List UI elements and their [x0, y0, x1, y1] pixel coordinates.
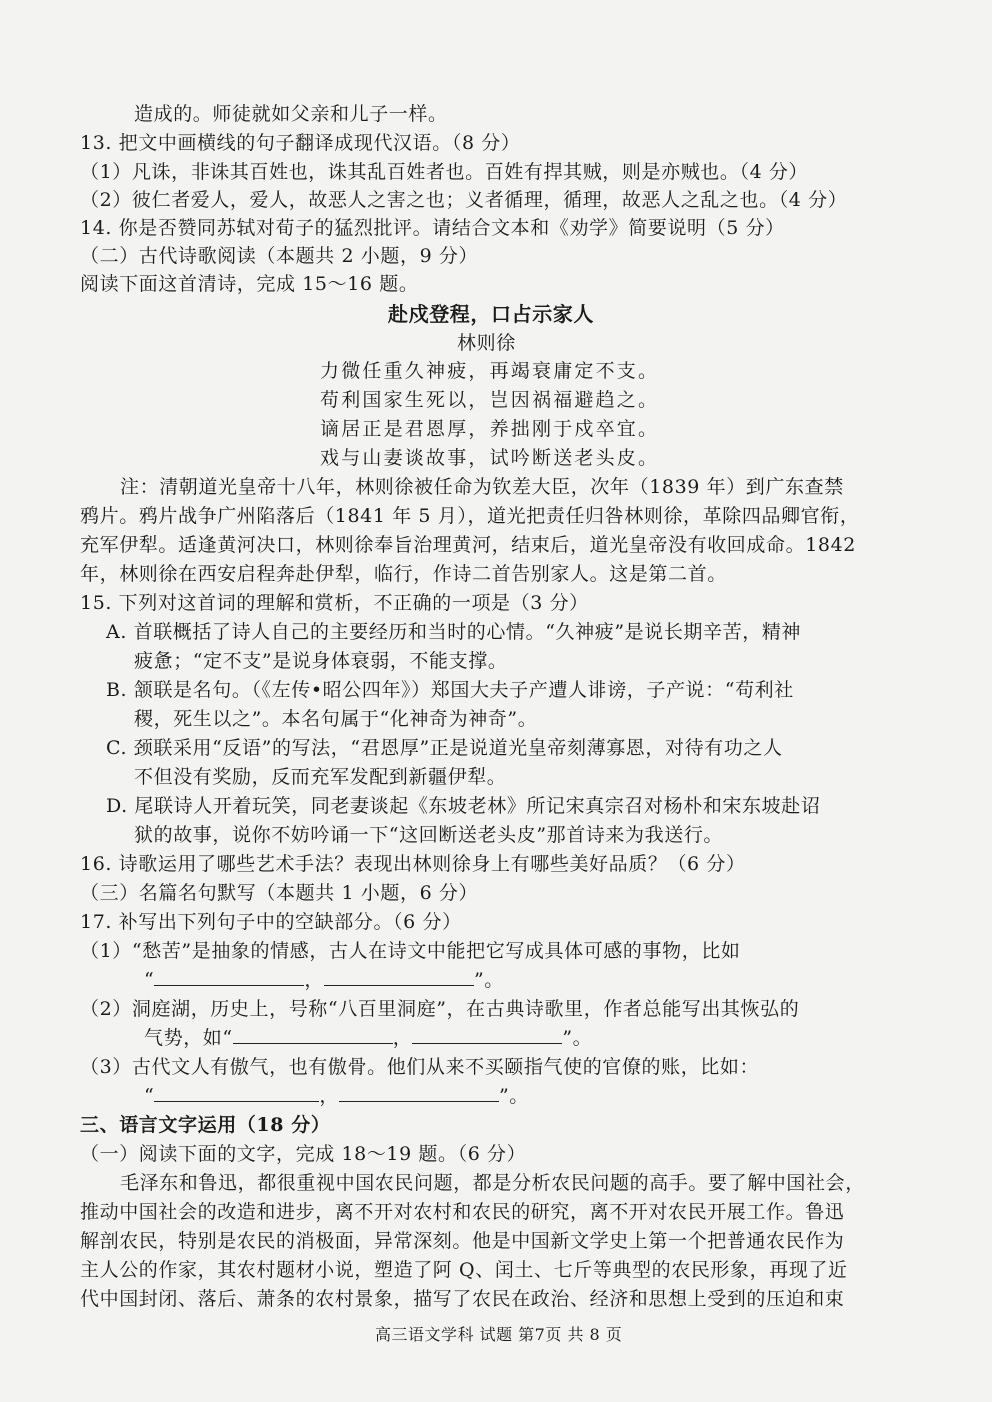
- question-17: 17. 补写出下列句子中的空缺部分。（6 分）: [80, 911, 462, 933]
- option-a: A. 首联概括了诗人自己的主要经历和当时的心情。“久神疲”是说长期辛苦，精神: [106, 621, 802, 643]
- question-14: 14. 你是否赞同苏轼对荀子的猛烈批评。请结合文本和《劝学》简要说明（5 分）: [80, 217, 785, 239]
- note-line: 注：清朝道光皇帝十八年，林则徐被任命为钦差大臣，次年（1839 年）到广东查禁: [120, 476, 844, 498]
- answer-blank[interactable]: [339, 1081, 499, 1102]
- passage-line: 代中国封闭、落后、萧条的农村景象，描写了农民在政治、经济和思想上受到的压迫和束: [80, 1288, 845, 1310]
- note-line: 鸦片。鸦片战争广州陷落后（1841 年 5 月），道光把责任归咎林则徐，革除四品卿官衔，: [80, 505, 860, 527]
- fill-item-1-blanks: [144, 965, 504, 995]
- quote-mark: ”。: [498, 1085, 529, 1107]
- option-c-cont: 不但没有奖励，反而充军发配到新疆伊犁。: [134, 766, 507, 788]
- option-b: B. 颔联是名句。（《左传•昭公四年》）郑国大夫子产遭人诽谤，子产说：“苟利社: [106, 679, 794, 701]
- fill-item-2: （2）洞庭湖，历史上，号称“八百里洞庭”，在古典诗歌里，作者总能写出其恢弘的: [80, 998, 800, 1020]
- option-d: D. 尾联诗人开着玩笑，同老妻谈起《东坡老林》所记宋真宗召对杨朴和宋东坡赴诏: [106, 795, 821, 817]
- option-d-cont: 狱的故事，说你不妨吟诵一下“这回断送老头皮”那首诗来为我送行。: [134, 824, 724, 846]
- poem-line: 戏与山妻谈故事，试吟断送老头皮。: [320, 447, 660, 469]
- quote-mark: “: [144, 969, 155, 991]
- poem-line: 力微任重久神疲，再竭衰庸定不支。: [320, 360, 660, 382]
- question-13: 13. 把文中画横线的句子翻译成现代汉语。（8 分）: [80, 132, 521, 154]
- prefix-text: 气势，如“: [144, 1027, 233, 1049]
- question-13-part-2: （2）彼仁者爱人，爱人，故恶人之害之也；义者循理，循理，故恶人之乱之也。（4 分）: [80, 189, 848, 211]
- poem-line: 苟利国家生死以，岂因祸福避趋之。: [320, 389, 660, 411]
- fill-item-3-blanks: [144, 1081, 529, 1111]
- question-13-part-1: （1）凡诛，非诛其百姓也，诛其乱百姓者也。百姓有捍其贼，则是亦贼也。（4 分）: [80, 161, 809, 183]
- answer-blank[interactable]: [154, 965, 304, 986]
- text-line: 造成的。师徒就如父亲和儿子一样。: [134, 103, 448, 125]
- section-heading: （三）名篇名句默写（本题共 1 小题，6 分）: [80, 882, 479, 904]
- passage-line: 解剖农民，特别是农民的消极面，异常深刻。他是中国新文学史上第一个把普通农民作为: [80, 1230, 845, 1252]
- poem-line: 谪居正是君恩厚，养拙刚于戍卒宜。: [320, 418, 660, 440]
- option-b-cont: 稷，死生以之”。本名句属于“化神奇为神奇”。: [134, 708, 538, 730]
- fill-item-1: （1）“愁苦”是抽象的情感，古人在诗文中能把它写成具体可感的事物，比如: [80, 940, 741, 962]
- answer-blank[interactable]: [154, 1081, 319, 1102]
- poem-author: 林则徐: [457, 332, 516, 354]
- fill-item-2-blanks: [144, 1023, 592, 1053]
- quote-mark: ”。: [562, 1027, 593, 1049]
- answer-blank[interactable]: [412, 1023, 562, 1044]
- question-15: 15. 下列对这首词的理解和赏析，不正确的一项是（3 分）: [80, 592, 589, 614]
- poem-title: 赴戍登程，口占示家人: [388, 302, 594, 326]
- comma: ，: [304, 969, 324, 991]
- page-footer: 高三语文学科 试题 第7页 共 8 页: [375, 1325, 623, 1344]
- option-a-cont: 疲惫；“定不支”是说身体衰弱，不能支撑。: [134, 650, 508, 672]
- note-line: 年，林则徐在西安启程奔赴伊犁，临行，作诗二首告别家人。这是第二首。: [80, 563, 727, 585]
- section-title: 三、语言文字运用（18 分）: [80, 1114, 331, 1136]
- quote-mark: “: [144, 1085, 155, 1107]
- question-16: 16. 诗歌运用了哪些艺术手法？表现出林则徐身上有哪些美好品质？（6 分）: [80, 853, 746, 875]
- passage-line: 主人公的作家，其农村题材小说，塑造了阿 Q、闰土、七斤等典型的农民形象，再现了近: [80, 1259, 848, 1281]
- answer-blank[interactable]: [324, 965, 474, 986]
- passage-line: 推动中国社会的改造和进步，离不开对农村和农民的研究，离不开对农民开展工作。鲁迅: [80, 1201, 845, 1223]
- instruction: 阅读下面这首清诗，完成 15～16 题。: [80, 273, 419, 295]
- option-c: C. 颈联采用“反语”的写法，“君恩厚”正是说道光皇帝刻薄寡恩，对待有功之人: [106, 737, 783, 759]
- answer-blank[interactable]: [233, 1023, 393, 1044]
- note-line: 充军伊犁。适逢黄河决口，林则徐奉旨治理黄河，结束后，道光皇帝没有收回成命。1842: [80, 534, 856, 556]
- section-heading: （二）古代诗歌阅读（本题共 2 小题，9 分）: [80, 245, 479, 267]
- quote-mark: ”。: [473, 969, 504, 991]
- fill-item-3: （3）古代文人有傲气，也有傲骨。他们从来不买颐指气使的官僚的账，比如：: [80, 1056, 760, 1078]
- comma: ，: [319, 1085, 339, 1107]
- passage-line: 毛泽东和鲁迅，都很重视中国农民问题，都是分析农民问题的高手。要了解中国社会，: [120, 1172, 865, 1194]
- section-heading: （一）阅读下面的文字，完成 18～19 题。（6 分）: [80, 1143, 527, 1165]
- comma: ，: [392, 1027, 413, 1049]
